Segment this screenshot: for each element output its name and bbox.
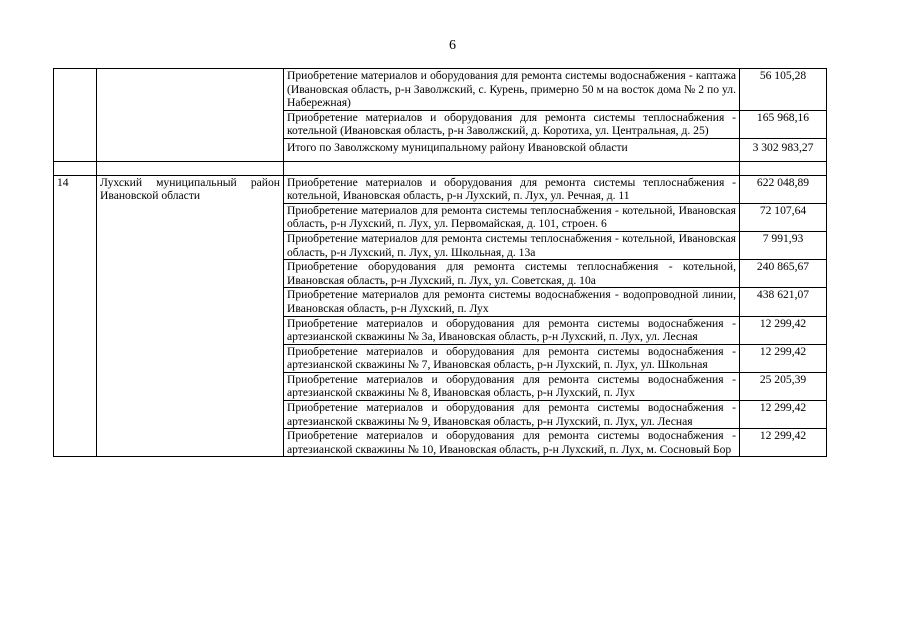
amount-cell: 56 105,28 xyxy=(740,69,827,111)
description-cell: Приобретение материалов и оборудования для ремонта системы теплоснабжения - котельной (Ивановская область, р-н Заволжский, д. Коротиха, ул. Центральная, д. 25) xyxy=(284,110,740,138)
amount-cell: 25 205,39 xyxy=(740,372,827,400)
description-cell: Приобретение материалов и оборудования для ремонта системы водоснабжения - артезианской скважины № 9, Ивановская область, р-н Лухский, п. Лух, ул. Лесная xyxy=(284,401,740,429)
amount-cell: 7 991,93 xyxy=(740,231,827,259)
description-cell: Приобретение материалов и оборудования для ремонта системы водоснабжения - артезианской скважины № 7, Ивановская область, р-н Лухский, п. Лух, ул. Школьная xyxy=(284,344,740,372)
description-cell: Приобретение материалов и оборудования для ремонта системы водоснабжения - артезианской скважины № 3а, Ивановская область, р-н Лухский, п. Лух, ул. Лесная xyxy=(284,316,740,344)
amount-cell: 240 865,67 xyxy=(740,260,827,288)
amount-cell: 622 048,89 xyxy=(740,175,827,203)
amount-cell: 438 621,07 xyxy=(740,288,827,316)
amount-cell: 72 107,64 xyxy=(740,203,827,231)
description-cell: Приобретение материалов для ремонта системы теплоснабжения - котельной, Ивановская область, р-н Лухский, п. Лух, ул. Школьная, д. 13а xyxy=(284,231,740,259)
district-number-cell: 14 xyxy=(54,175,97,457)
amount-cell: 165 968,16 xyxy=(740,110,827,138)
description-cell: Приобретение материалов и оборудования для ремонта системы водоснабжения - артезианской скважины № 8, Ивановская область, р-н Лухский, п. Лух xyxy=(284,372,740,400)
total-label-cell: Итого по Заволжскому муниципальному району Ивановской области xyxy=(284,138,740,161)
description-cell: Приобретение материалов и оборудования для ремонта системы водоснабжения - каптажа (Ивановская область, р-н Заволжский, с. Курень, примерно 50 м на восток дома № 2 по ул. Набережная) xyxy=(284,69,740,111)
description-cell: Приобретение материалов для ремонта системы теплоснабжения - котельной, Ивановская область, р-н Лухский, п. Лух, ул. Первомайская, д. 101, строен. 6 xyxy=(284,203,740,231)
district-name-cell: Лухский муниципальный район Ивановской области xyxy=(97,175,284,457)
district-cell xyxy=(97,69,284,162)
number-cell xyxy=(54,69,97,162)
amount-cell: 12 299,42 xyxy=(740,429,827,457)
table-row xyxy=(54,69,827,111)
description-cell: Приобретение оборудования для ремонта системы теплоснабжения - котельной, Ивановская область, р-н Лухский, п. Лух, ул. Советская, д. 10а xyxy=(284,260,740,288)
description-cell: Приобретение материалов и оборудования для ремонта системы теплоснабжения - котельной, Ивановская область, р-н Лухский, п. Лух, ул. Речная, д. 11 xyxy=(284,175,740,203)
spacer-row xyxy=(54,161,827,175)
description-cell: Приобретение материалов для ремонта системы водоснабжения - водопроводной линии, Ивановская область, р-н Лухский, п. Лух xyxy=(284,288,740,316)
amount-cell: 12 299,42 xyxy=(740,344,827,372)
budget-table xyxy=(53,68,827,457)
page-number: 6 xyxy=(449,38,456,53)
description-cell: Приобретение материалов и оборудования для ремонта системы водоснабжения - артезианской скважины № 10, Ивановская область, р-н Лухский, п. Лух, м. Сосновый Бор xyxy=(284,429,740,457)
total-amount-cell: 3 302 983,27 xyxy=(740,138,827,161)
table-row xyxy=(54,175,827,203)
amount-cell: 12 299,42 xyxy=(740,316,827,344)
amount-cell: 12 299,42 xyxy=(740,401,827,429)
